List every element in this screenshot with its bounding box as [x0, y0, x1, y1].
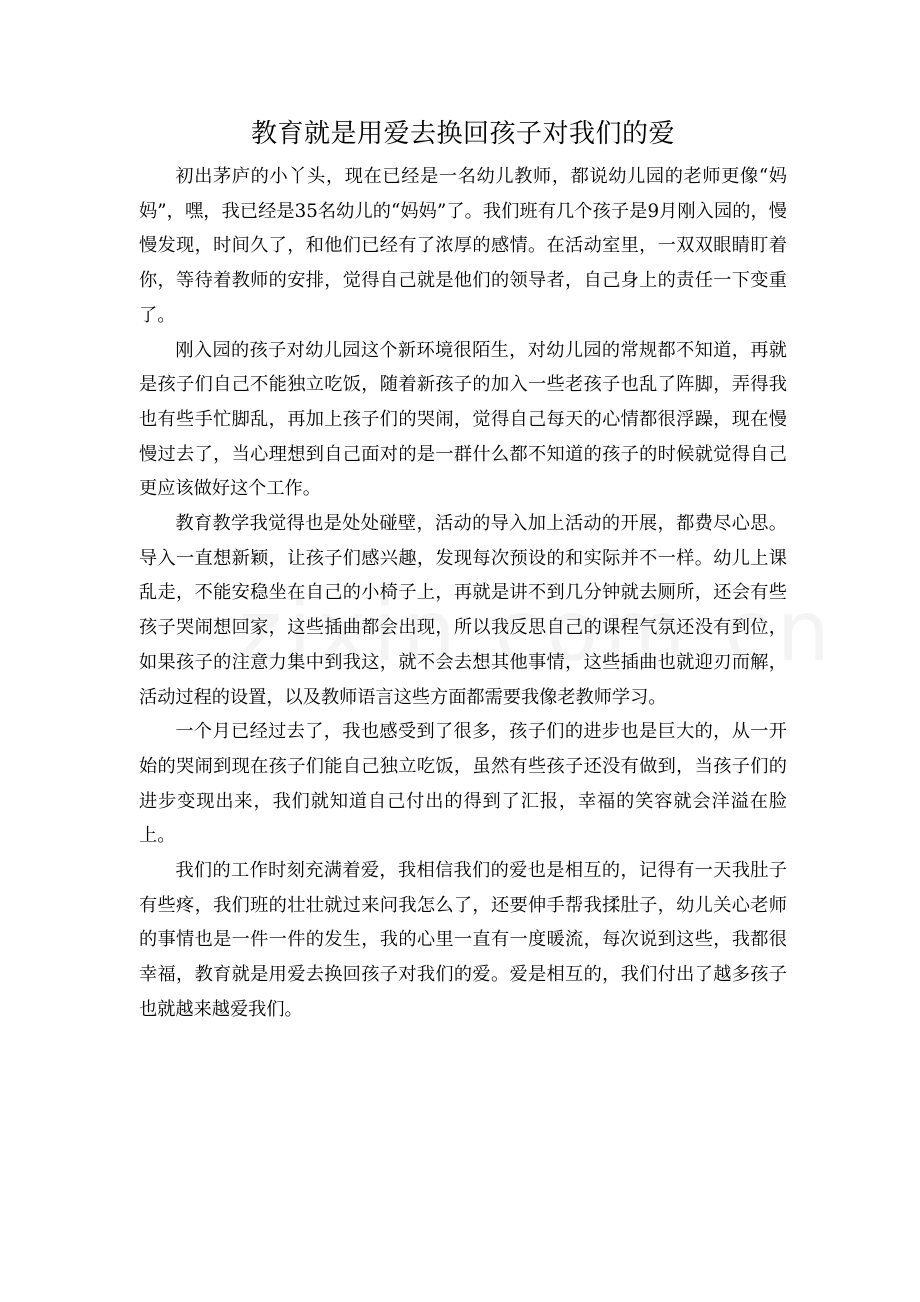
paragraph-1: 初出茅庐的小丫头，现在已经是一名幼儿教师，都说幼儿园的老师更像“妈妈”，嘿，我已经是35名幼儿的“妈妈”了。我们班有几个孩子是9月刚入园的，慢慢发现，时间久了，和他们已经有了浓厚的感情。在活动室里，一双双眼睛盯着你，等待着教师的安排，觉得自己就是他们的领导者，自己身上的责任一下变重了。 [139, 166, 787, 326]
paragraph-5: 我们的工作时刻充满着爱，我相信我们的爱也是相互的，记得有一天我肚子有些疼，我们班的壮壮就过来问我怎么了，还要伸手帮我揉肚子，幼儿关心老师的事情也是一件一件的发生，我的心里一直有一度暖流，每次说到这些，我都很幸福，教育就是用爱去换回孩子对我们的爱。爱是相互的，我们付出了越多孩子也就越来越爱我们。 [139, 860, 787, 1020]
paragraph-4: 一个月已经过去了，我也感受到了很多，孩子们的进步也是巨大的，从一开始的哭闹到现在孩子们能自己独立吃饭，虽然有些孩子还没有做到，当孩子们的进步变现出来，我们就知道自己付出的得到了汇报，幸福的笑容就会洋溢在脸上。 [139, 721, 787, 847]
paragraph-2: 刚入园的孩子对幼儿园这个新环境很陌生，对幼儿园的常规都不知道，再就是孩子们自己不能独立吃饭，随着新孩子的加入一些老孩子也乱了阵脚，弄得我也有些手忙脚乱，再加上孩子们的哭闹，觉得自己每天的心情都很浮躁，现在慢慢过去了，当心理想到自己面对的是一群什么都不知道的孩子的时候就觉得自己更应该做好这个工作。 [139, 339, 787, 500]
paragraph-3: 教育教学我觉得也是处处碰壁，活动的导入加上活动的开展，都费尽心思。导入一直想新颖，让孩子们感兴趣，发现每次预设的和实际并不一样。幼儿上课乱走，不能安稳坐在自己的小椅子上，再就是讲不到几分钟就去厕所，还会有些孩子哭闹想回家，这些插曲都会出现，所以我反思自己的课程气氛还没有到位，如果孩子的注意力集中到我这，就不会去想其他事情，这些插曲也就迎刃而解，活动过程的设置，以及教师语言这些方面都需要我像老教师学习。 [139, 513, 787, 708]
document-page [139, 112, 787, 1028]
document-title: 教育就是用爱去换回孩子对我们的爱 [250, 119, 675, 149]
